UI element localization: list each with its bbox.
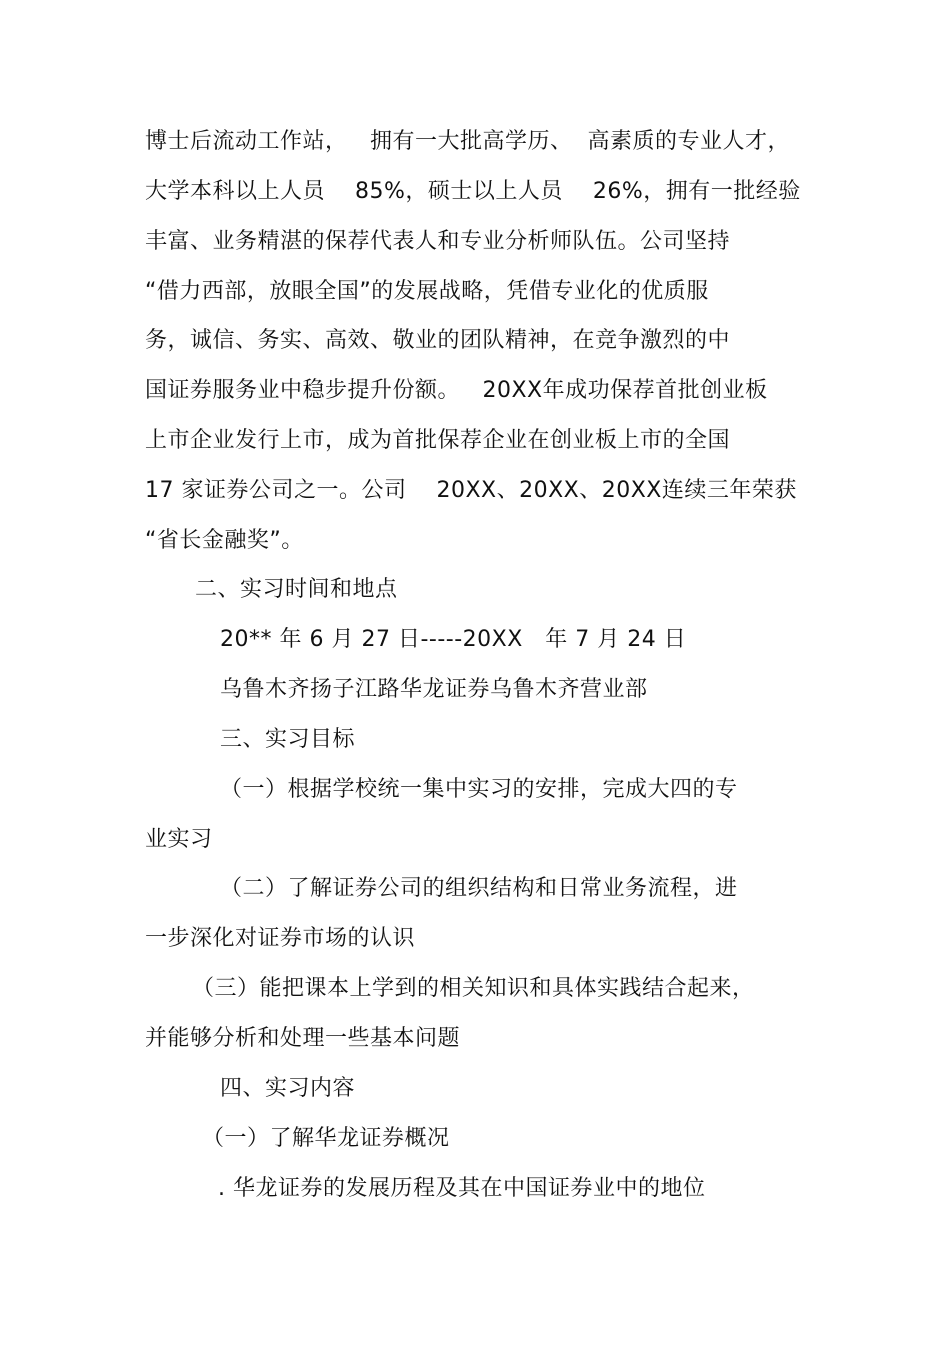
goal-2-line-2: 一步深化对证券市场的认识 [145,926,416,951]
text-line-9: “省长金融奖”。 [145,528,304,553]
goal-1-line-1: （一）根据学校统一集中实习的安排，完成大四的专 [220,777,738,802]
section-heading-2: 二、实习时间和地点 [195,577,398,602]
goal-3-line-2: 并能够分析和处理一些基本问题 [145,1026,461,1051]
text-line-7: 上市企业发行上市，成为首批保荐企业在创业板上市的全国 [145,428,731,453]
internship-location: 乌鲁木齐扬子江路华龙证券乌鲁木齐营业部 [220,677,648,702]
goal-1-line-2: 业实习 [145,827,213,852]
text-line-8: 17 家证券公司之一。公司 20XX、20XX、20XX连续三年荣获 [145,478,797,503]
section-heading-3: 三、实习目标 [220,727,356,752]
internship-dates: 20** 年 6 月 27 日-----20XX 年 7 月 24 日 [220,627,687,652]
text-line-5: 务，诚信、务实、高效、敬业的团队精神，在竞争激烈的中 [145,328,731,353]
subsection-item-1: . 华龙证券的发展历程及其在中国证券业中的地位 [218,1176,706,1201]
text-line-1: 博士后流动工作站， 拥有一大批高学历、 高素质的专业人才， [145,129,790,154]
goal-3-line-1: （三）能把课本上学到的相关知识和具体实践结合起来， [192,976,755,1001]
text-line-6: 国证券服务业中稳步提升份额。 20XX年成功保荐首批创业板 [145,378,768,403]
subsection-heading-1: （一）了解华龙证券概况 [202,1126,450,1151]
text-line-4: “借力西部，放眼全国”的发展战略，凭借专业化的优质服 [145,279,709,304]
goal-2-line-1: （二）了解证券公司的组织结构和日常业务流程，进 [220,876,738,901]
text-line-2: 大学本科以上人员 85%，硕士以上人员 26%，拥有一批经验 [145,179,801,204]
text-line-3: 丰富、业务精湛的保荐代表人和专业分析师队伍。公司坚持 [145,229,731,254]
section-heading-4: 四、实习内容 [220,1076,356,1101]
